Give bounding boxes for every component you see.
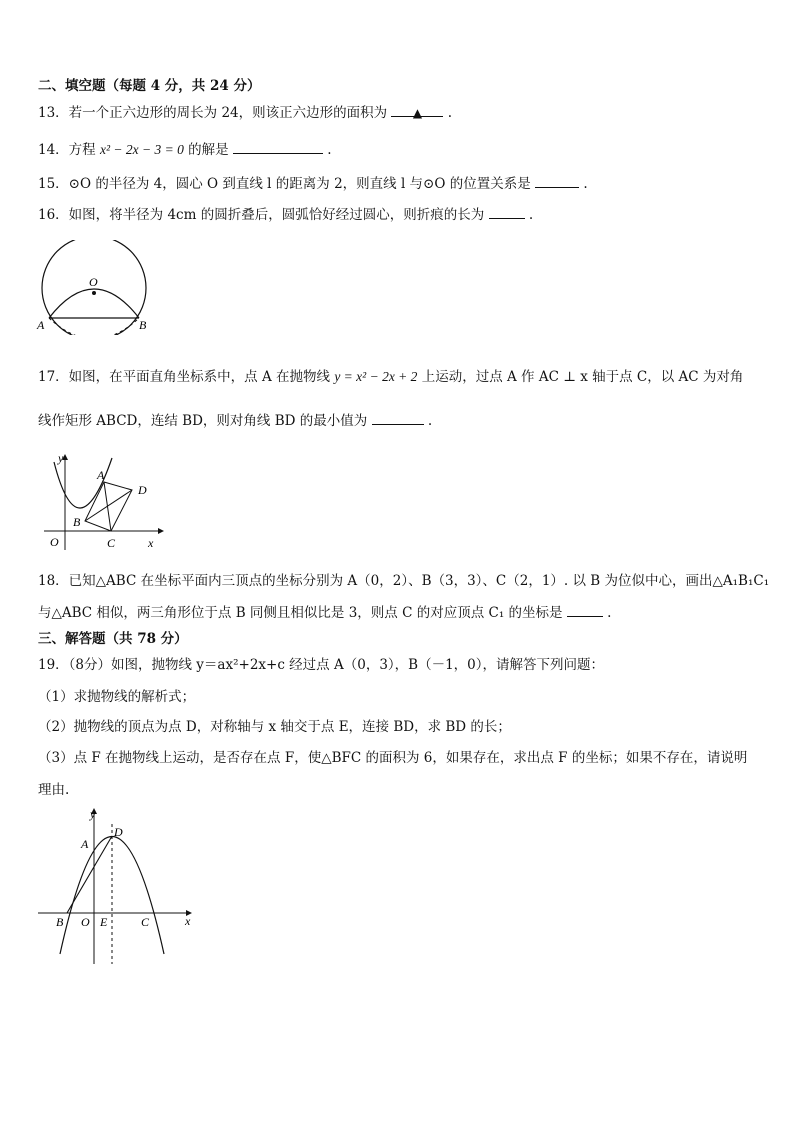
question-19-part-3: （3）点 F 在抛物线上运动，是否存在点 F，使△BFC 的面积为 6，如果存在，求出点 F 的坐标；如果不存在，请说明 [38,750,748,766]
q17-equation: y = x² − 2x + 2 [334,369,418,384]
q17-text-a: 17．如图，在平面直角坐标系中，点 A 在抛物线 [38,369,331,385]
dashed-lower-arc [49,318,139,335]
question-19-part-3-cont: 理由. [38,782,70,798]
fig17-label-y: y [58,451,64,465]
q17-answer-blank[interactable] [372,412,424,425]
fig19-label-o: O [81,915,90,929]
q13-period: . [447,105,453,121]
fig16-label-b: B [139,318,147,332]
question-13 [38,104,452,122]
figure-16-folded-circle [34,240,164,335]
q17-text-c: 线作矩形 ABCD，连结 BD，则对角线 BD 的最小值为 [38,413,368,429]
fig19-label-b: B [56,915,64,929]
q13-text: 13．若一个正六边形的周长为 24，则该正六边形的面积为 [38,105,388,121]
q17-text-b: 上运动，过点 A 作 AC ⊥ x 轴于点 C，以 AC 为对角 [421,369,744,385]
fig17-label-a: A [97,468,105,482]
question-17-line-1 [38,368,743,386]
q14-text-b: 的解是 [188,142,229,158]
fig19-label-y: y [90,807,96,821]
fig17-label-c: C [107,536,116,550]
q14-answer-blank[interactable] [233,141,323,154]
fig17-label-b: B [73,515,81,529]
question-17-line-2 [38,412,432,430]
fig16-label-o: O [89,275,98,289]
q13-blank-mark: ▲ [412,106,423,120]
question-18-line-1 [38,572,769,590]
q14-period: . [327,142,332,158]
fig19-label-x: x [185,914,191,928]
question-15 [38,175,588,193]
q15-answer-blank[interactable] [535,175,579,188]
fig19-label-c: C [141,915,150,929]
segment-bd [67,836,112,913]
section-heading-solutions: 三、解答题（共 78 分） [38,631,188,647]
fig17-label-d: D [138,483,147,497]
q16-answer-blank[interactable] [489,206,525,219]
q18-text-b: 与△ABC 相似，两三角形位于点 B 同侧且相似比是 3，则点 C 的对应顶点 C₁ 的坐标是 [38,605,563,621]
q16-text: 16．如图，将半径为 4cm 的圆折叠后，圆弧恰好经过圆心，则折痕的长为 [38,207,485,223]
fig16-label-a: A [37,318,45,332]
fig19-label-e: E [100,915,108,929]
question-14 [38,141,332,159]
rectangle-abcd [85,482,132,531]
q18-period: . [607,605,612,621]
q14-text: 14．方程 [38,142,96,158]
question-18-line-2 [38,604,611,622]
figure-19-parabola [34,804,204,970]
fig19-label-a: A [81,837,89,851]
q17-period: . [427,413,433,429]
question-19-intro: 19．（8分）如图，抛物线 y＝ax²+2x+c 经过点 A（0，3），B（－1，0），请解答下列问题： [38,657,605,673]
figure-17-parabola-rectangle [40,448,170,554]
q16-period: . [528,207,534,223]
fig17-label-o: O [50,535,59,549]
fig17-label-x: x [148,536,154,550]
q15-text: 15．⊙O 的半径为 4，圆心 O 到直线 l 的距离为 2，则直线 l 与⊙O 的位置关系是 [38,176,531,192]
q18-text-a: 18．已知△ABC 在坐标平面内三顶点的坐标分别为 A（0，2）、B（3，3）、C（2，1）. 以 B 为位似中心，画出△A₁B₁C₁ [38,573,770,589]
fig19-label-d: D [114,825,123,839]
q14-equation: x² − 2x − 3 = 0 [99,142,184,157]
x-axis-arrow-icon [158,528,164,534]
q18-answer-blank[interactable] [567,604,603,617]
center-point-o [92,291,96,295]
section-heading-fill-in: 二、填空题（每题 4 分，共 24 分） [38,78,261,94]
q15-period: . [583,176,588,192]
question-19-part-2: （2）抛物线的顶点为点 D，对称轴与 x 轴交于点 E，连接 BD，求 BD 的长； [38,719,511,735]
question-16 [38,206,533,224]
question-19-part-1: （1）求抛物线的解析式； [38,689,196,705]
q13-answer-blank[interactable] [391,104,443,120]
